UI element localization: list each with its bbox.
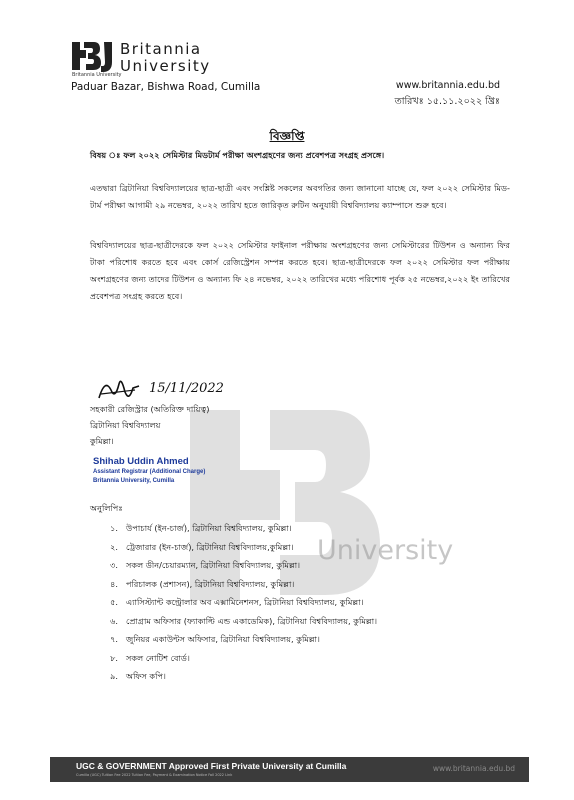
list-item-number: ১.: [110, 523, 118, 533]
footer-small-text: Cumilla (UGC) Tuition Fee 2022 Tuition Fee, Payment & Examination Notice Fall 2022 Link: [76, 773, 233, 777]
list-item: [90, 630, 490, 649]
list-item: [90, 519, 490, 538]
footer-tagline: UGC & GOVERNMENT Approved First Private University at Cumilla: [76, 761, 347, 771]
list-item-text: জুনিয়র একাউন্টস অফিসার, ব্রিটানিয়া বিশ্ববিদ্যালয়, কুমিল্লা।: [126, 634, 320, 644]
website-link[interactable]: www.britannia.edu.bd: [395, 80, 500, 91]
signature-date: 15/11/2022: [149, 381, 224, 396]
notice-date: তারিখঃ ১৫.১১.২০২২ খ্রিঃ: [394, 96, 500, 107]
stamp-name: Shihab Uddin Ahmed: [93, 456, 189, 467]
list-item-text: সকল নোটিশ বোর্ড।: [126, 652, 190, 663]
list-item: [90, 556, 490, 575]
list-item-number: ৭.: [110, 634, 118, 644]
list-item-number: ৬.: [110, 615, 118, 626]
watermark-text: University: [317, 535, 454, 566]
brand-subtext: Britannia University: [72, 72, 122, 78]
notice-paragraph-1: এতদ্বারা ব্রিটানিয়া বিশ্ববিদ্যালয়ের ছাত্র-ছাত্রী এবং সংশ্লিষ্ট সকলের অবগতির জন্য জানানো যাচ্ছে যে, ফল ২০২২ সেমিস্টার মিড-টার্ম পরীক্ষা আগামী ২৯ নভেম্বর, ২০২২ তারিখ হতে জারিকৃত রুটিন অনুযায়ী বিশ্ববিদ্যালয় ক্যাম্পাসে শুরু হবে।: [90, 183, 510, 210]
footer-website-link[interactable]: www.britannia.edu.bd: [432, 764, 515, 773]
list-item-number: ৯.: [110, 671, 118, 681]
list-item-text: অফিস কপি।: [126, 671, 166, 681]
university-logo-icon: [70, 40, 118, 76]
stamp-place: Britannia University, Cumilla: [93, 478, 175, 484]
signatory-city: কুমিল্লা।: [90, 436, 114, 446]
list-item-number: ৪.: [110, 578, 118, 589]
notice-title: বিজ্ঞপ্তি: [269, 129, 305, 143]
copy-list: [90, 519, 490, 686]
brand-line-2: University: [120, 57, 211, 75]
list-item-text: এ্যাসিস্ট্যান্ট কন্ট্রোলার অব এক্সামিনেশনস, ব্রিটানিয়া বিশ্ববিদ্যালয়, কুমিল্লা।: [126, 597, 364, 607]
university-address: Paduar Bazar, Bishwa Road, Cumilla: [71, 81, 261, 93]
list-item: [90, 649, 490, 668]
list-item-text: প্রোগ্রাম অফিসার (ফ্যাকাল্টি এন্ড একাডেমিক), ব্রিটানিয়া বিশ্ববিদ্যালয়, কুমিল্লা।: [126, 615, 377, 626]
list-item-text: পরিচালক (প্রশাসন), ব্রিটানিয়া বিশ্ববিদ্যালয়, কুমিল্লা।: [126, 578, 295, 589]
notice-subject: বিষয় ঃ ফল ২০২২ সেমিস্টার মিডটার্ম পরীক্ষা অংশগ্রহণের জন্য প্রবেশপত্র সংগ্রহ প্রসঙ্গে।: [90, 150, 385, 160]
brand-name: [120, 41, 211, 75]
notice-paragraph-2: বিশ্ববিদ্যালয়ের ছাত্র-ছাত্রীদেরকে ফল ২০২২ সেমিস্টার ফাইনাল পরীক্ষায় অংশগ্রহণের জন্য সেমিস্টারের টিউশন ও অন্যান্য ফির টাকা পরিশোধ করতে হবে এবং কোর্স রেজিস্ট্রেশন সম্পন্ন করতে হবে। ছাত্র-ছাত্রীদেরকে ফল ২০২২ সেমিস্টার ফল পরীক্ষায় অংশগ্রহণের জন্য তাদের টিউশন ও অন্যান্য ফি ২৪ নভেম্বর, ২০২২ তারিখের মধ্যে পরিশোধ পূর্বক ২৫ নভেম্বর,২০২২ ইং তারিখের প্রবেশপত্র সংগ্রহ করতে হবে।: [90, 240, 510, 301]
copy-list-title: অনুলিপিঃ: [90, 503, 123, 513]
brand-line-1: Britannia: [120, 40, 202, 58]
list-item-number: ৮.: [110, 652, 118, 663]
list-item: [90, 667, 490, 686]
list-item-number: ৫.: [110, 597, 118, 607]
footer-bar: [50, 757, 529, 782]
handwritten-signature: [95, 372, 235, 408]
list-item-number: ৩.: [110, 560, 118, 570]
list-item: [90, 612, 490, 631]
list-item-number: ২.: [110, 541, 118, 552]
list-item-text: সকল ডীন/চেয়ারম্যান, ব্রিটানিয়া বিশ্ববিদ্যালয়, কুমিল্লা।: [126, 560, 301, 570]
list-item: [90, 538, 490, 557]
stamp-title: Assistant Registrar (Additional Charge): [93, 469, 206, 475]
list-item: [90, 593, 490, 612]
signatory-institution: ব্রিটানিয়া বিশ্ববিদ্যালয়: [90, 420, 161, 430]
list-item-text: উপাচার্য (ইন-চার্জ), ব্রিটানিয়া বিশ্ববিদ্যালয়, কুমিল্লা।: [126, 523, 292, 533]
list-item: [90, 575, 490, 594]
signatory-designation: সহকারী রেজিস্ট্রার (অতিরিক্ত দায়িত্ব): [90, 404, 210, 414]
list-item-text: ট্রেজারার (ইন-চার্জ), ব্রিটানিয়া বিশ্ববিদ্যালয়,কুমিল্লা।: [126, 541, 294, 552]
